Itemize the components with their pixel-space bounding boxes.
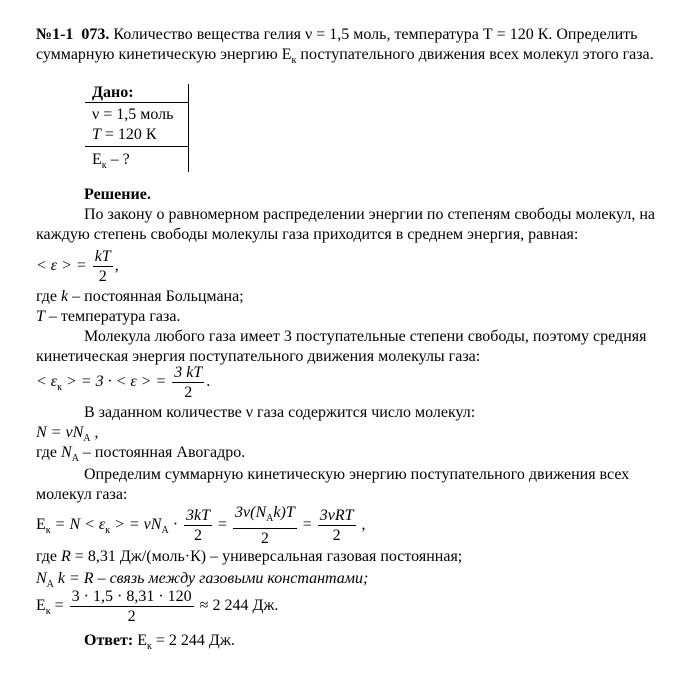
answer-line: Ответ: $Е_к = 2$ 244 Дж. xyxy=(84,632,235,652)
formula-molecule-count: $N = \nu N_A$ , xyxy=(36,424,99,444)
paragraph-2-line-2: кинетическая энергия поступательного движения молекулы газа: xyxy=(36,348,481,365)
given-nu: ν = 1,5 моль xyxy=(92,106,174,123)
answer-label: Ответ: xyxy=(84,632,134,649)
problem-text-1: Количество вещества гелия ν = 1,5 моль, температура Т = 120 К. Определить xyxy=(113,26,638,43)
problem-statement-line-2: суммарную кинетическую энергию $Е_к$ поступательного движения всех молекул этого газа. xyxy=(36,46,654,66)
paragraph-4-line-1: Определим суммарную кинетическую энергию поступательного движения всех xyxy=(84,466,630,483)
solution-title: Решение. xyxy=(84,186,151,203)
given-find: $Е_к$ – ? xyxy=(92,151,130,171)
paragraph-1-line-2: каждую степень свободы молекулы газа приходится в среднем энергия, равная: xyxy=(36,226,579,243)
formula-kinetic-energy-molecule: < $\varepsilon_к$ > = 3 · < ε > = $\frac{3 kT}{2}$ . xyxy=(36,363,211,401)
constants-relation-note: $N_A$ k = R – связь между газовыми константами; xyxy=(36,570,369,590)
avogadro-note: где $N_A$ – постоянная Авогадро. xyxy=(36,444,246,464)
problem-code: 073. xyxy=(81,26,110,43)
paragraph-4-line-2: молекул газа: xyxy=(36,486,128,503)
formula-numeric-result: $Е_к$ = $\frac{3 \cdot 1,5 \cdot 8,31 \cdot 120}{2}$ ≈ 2 244 Дж. xyxy=(36,587,279,625)
problem-statement-line-1 xyxy=(36,26,637,44)
given-temperature: T = 120 К xyxy=(92,126,157,143)
given-vertical-line xyxy=(188,84,189,172)
given-title: Дано: xyxy=(92,84,134,101)
given-divider-top xyxy=(85,102,189,103)
paragraph-3: В заданном количестве ν газа содержится число молекул: xyxy=(84,404,476,421)
given-divider-bottom xyxy=(85,146,189,147)
problem-number: №1-1 xyxy=(36,26,74,43)
formula-mean-energy: < ε > = $\frac{kT}{2}$ , xyxy=(36,247,119,285)
paragraph-1-line-1: По закону о равномерном распределении энергии по степеням свободы молекул, на xyxy=(84,206,655,223)
gas-constant-note: где R = 8,31 Дж/(моль·К) – универсальная газовая постоянная; xyxy=(36,548,463,565)
formula-total-energy: $Е_к = N < \varepsilon_к$ > = $\nu N_A$ · $\frac{3kT}{2}$ = $3\nu(N_Ak)T$ 2 = 3νRT 2 , xyxy=(36,504,366,547)
boltzmann-note: где k – постоянная Больцмана; xyxy=(36,288,244,305)
temperature-note: T – температура газа. xyxy=(36,308,181,325)
paragraph-2-line-1: Молекула любого газа имеет 3 поступательные степени свободы, поэтому средняя xyxy=(84,328,647,345)
